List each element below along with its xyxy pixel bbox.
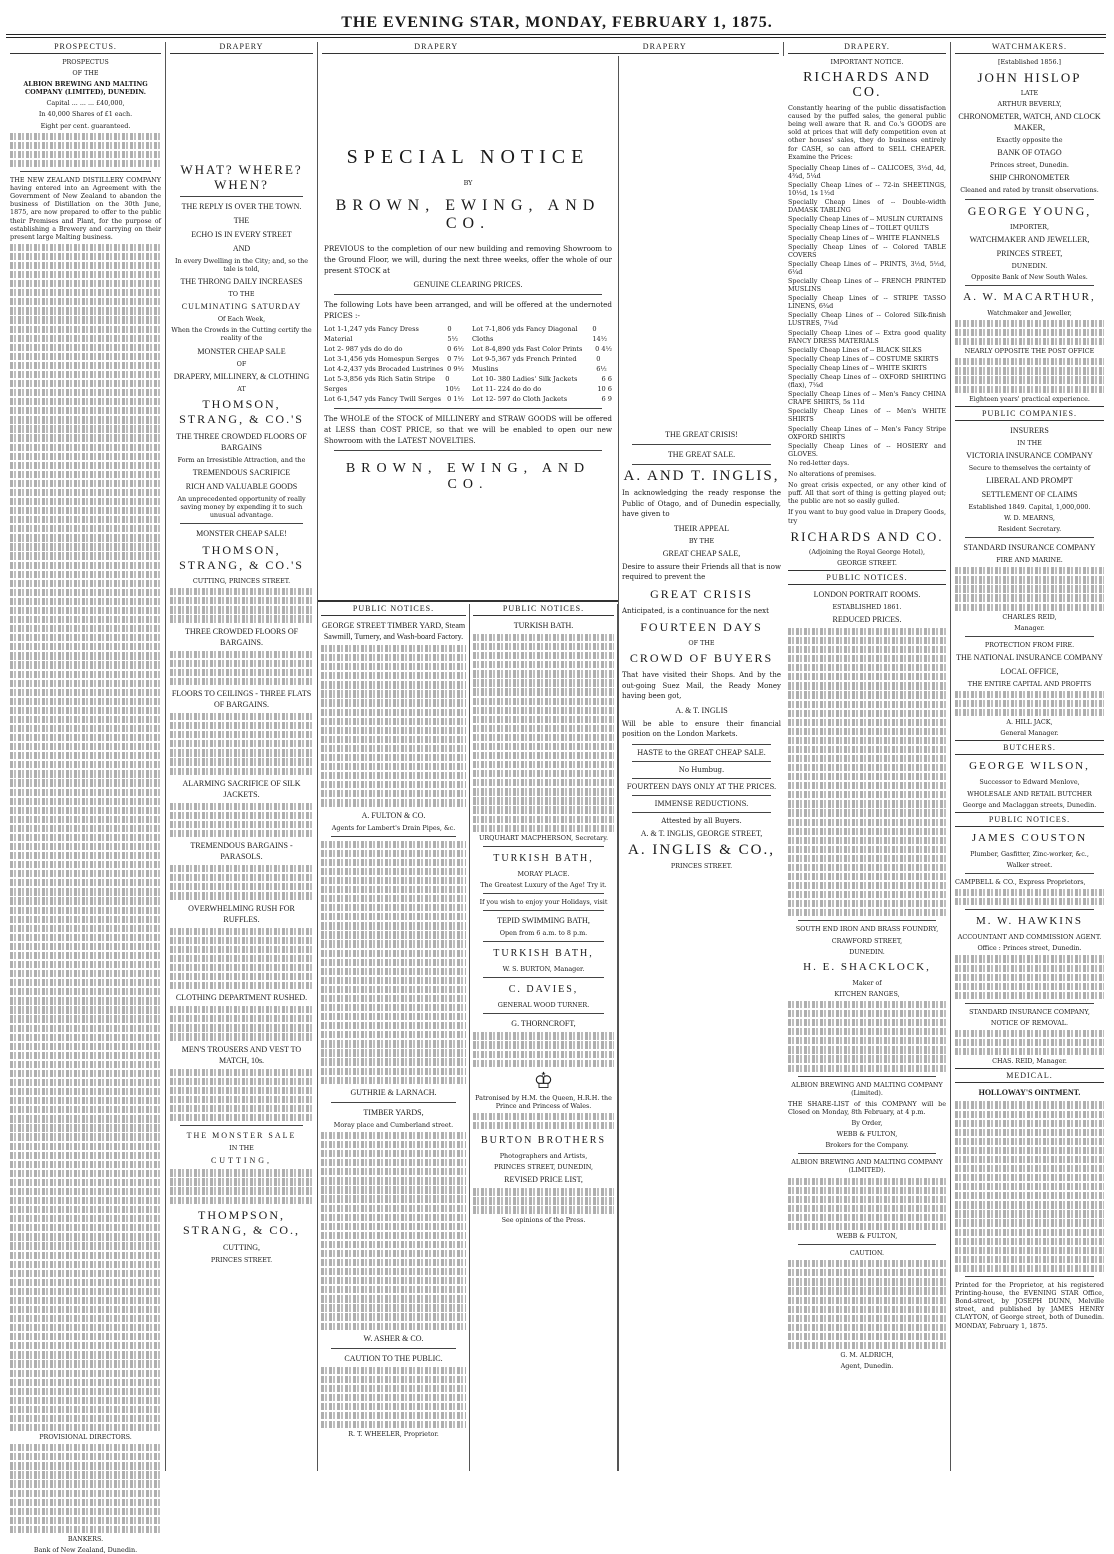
bank-name: Bank of New Zealand, Dunedin. xyxy=(33,1546,138,1554)
lot-description: Lot 2- 987 yds do do do xyxy=(324,345,403,354)
reid-manager: Manager. xyxy=(1014,623,1045,632)
crawford: CRAWFORD STREET, xyxy=(831,936,903,945)
price-list-item: Specially Cheap Lines of -- Double-width DAMASK TABLING xyxy=(788,198,946,215)
columns-brown-ewing xyxy=(318,42,784,1471)
lot-row xyxy=(472,394,612,404)
by-label: BY xyxy=(463,179,473,187)
thorncroft: G. THORNCROFT, xyxy=(511,1019,576,1029)
great-crisis: GREAT CRISIS xyxy=(650,586,753,601)
throng: THE THRONG DAILY INCREASES xyxy=(180,277,303,287)
inglis-column xyxy=(618,56,784,1471)
removal: NOTICE OF REMOVAL. xyxy=(990,1019,1069,1028)
great-cheap-sale: GREAT CHEAP SALE, xyxy=(662,548,741,558)
price-list-item: Specially Cheap Lines of -- 72-in SHEETINGS, 10½d, 1s 1½d xyxy=(788,180,946,198)
inglis-thanks: In acknowledging the ready response the Public of Otago, and of Dunedin especially, have given to xyxy=(622,489,781,518)
lot-description: Lot 6-1,547 yds Fancy Twill Serges xyxy=(324,395,442,404)
inglis-george: A. & T. INGLIS, GEORGE STREET, xyxy=(640,829,763,839)
eighteen-years: Eighteen years' practical experience. xyxy=(969,394,1090,403)
burton-manager: W. S. BURTON, Manager. xyxy=(502,965,585,974)
fourteen-only: FOURTEEN DAYS ONLY AT THE PRICES. xyxy=(626,782,777,791)
printer-imprint: Printed for the Proprietor, at his registered Printing-house, the EVENING STAR Office, Bond-street, by JOSEPH DUNN, Melville street, and published by JAMES HENRY CLAYTON, of George street, both of Dunedin. MONDAY, February 1, 1875. xyxy=(955,1281,1104,1330)
lot-description: Lot 11- 224 do do do xyxy=(472,385,542,394)
lot-price: 10 6 xyxy=(597,385,612,394)
nearly-opposite: NEARLY OPPOSITE THE POST OFFICE xyxy=(964,347,1095,356)
prospectus-title: PROSPECTUS xyxy=(62,58,109,66)
lot-price: 0 6½ xyxy=(447,345,464,354)
inglis-desire: Desire to assure their Friends all that is now required to prevent the xyxy=(622,562,781,582)
established-1861: ESTABLISHED 1861. xyxy=(832,602,902,611)
macarthur: A. W. MACARTHUR, xyxy=(963,290,1096,303)
hawkins-office: Office : Princes street, Dunedin. xyxy=(977,944,1082,953)
public-notices-heading: PUBLIC NOTICES. xyxy=(321,604,466,616)
company-name: ALBION BREWING AND MALTING COMPANY (LIMITED), DUNEDIN. xyxy=(23,80,148,97)
liberal: LIBERAL AND PROMPT xyxy=(986,475,1073,485)
entire-capital: THE ENTIRE CAPITAL AND PROFITS xyxy=(967,679,1092,688)
masthead-rule-2 xyxy=(6,37,1106,38)
price-list-item: Specially Cheap Lines of -- FRENCH PRINTED MUSLINS xyxy=(788,276,946,294)
lots-right xyxy=(472,324,612,404)
humbug: No Humbug. xyxy=(678,765,725,774)
monster-cheap-sale: MONSTER CHEAP SALE xyxy=(197,346,286,356)
aldrich: G. M. ALDRICH, xyxy=(840,1350,894,1359)
to-the: TO THE xyxy=(228,290,255,299)
previous-text: PREVIOUS to the completion of our new building and removing Showroom to the Ground Floor, we will, during the next three weeks, offer the whole of our present STOCK at xyxy=(324,244,612,276)
attraction: Form an Irresistible Attraction, and the xyxy=(177,455,306,464)
lot-description: Lot 1-1,247 yds Fancy Dress Material xyxy=(324,325,419,344)
price-list-item: Specially Cheap Lines of -- CALICOES, 3½d, 4d, 4¾d, 5¼d xyxy=(788,163,946,180)
lot-description: Lot 10- 380 Ladies' Silk Jackets xyxy=(472,375,578,384)
lot-row xyxy=(324,344,464,354)
of-the-2: OF THE xyxy=(688,639,715,648)
masthead: THE EVENING STAR, MONDAY, FEBRUARY 1, 1875. xyxy=(341,14,773,31)
cutting: CUTTING, PRINCES STREET. xyxy=(192,577,291,586)
local-office: LOCAL OFFICE, xyxy=(1000,666,1059,676)
price-list-item: Specially Cheap Lines of -- Men's Fancy Stripe OXFORD SHIRTS xyxy=(788,424,946,441)
at-label: AT xyxy=(237,384,246,393)
insurers: INSURERS xyxy=(1010,425,1049,435)
lot-row xyxy=(472,344,612,354)
lot-description: Lot 3-1,456 yds Homespun Serges xyxy=(324,355,440,364)
lot-price: 6 9 xyxy=(601,395,612,404)
lot-row xyxy=(324,394,464,404)
drapery-line: DRAPERY, MILLINERY, & CLOTHING xyxy=(173,371,310,381)
george-young: GEORGE YOUNG, xyxy=(967,203,1092,218)
george-wilson: GEORGE WILSON, xyxy=(969,760,1090,773)
chronometer-maker: CHRONOMETER, WATCH, AND CLOCK MAKER, xyxy=(958,112,1101,133)
adjoining: (Adjoining the Royal George Hotel), xyxy=(808,547,926,556)
couston-sub: Plumber, Gasfitter, Zinc-worker, &c., xyxy=(970,849,1089,858)
maker-of: Maker of xyxy=(852,978,882,987)
revised-price: REVISED PRICE LIST, xyxy=(504,1175,583,1185)
crowds: When the Crowds in the Cutting certify the reality of the xyxy=(171,326,312,343)
lot-price: 0 5½ xyxy=(447,325,458,344)
lot-description: Lot 12- 597 do Cloth Jackets xyxy=(472,395,568,404)
public-notices-heading-2: PUBLIC NOTICES. xyxy=(473,604,614,616)
their-appeal: THEIR APPEAL xyxy=(673,523,730,533)
medical-heading: MEDICAL. xyxy=(955,1068,1104,1083)
accountant: ACCOUNTANT AND COMMISSION AGENT. xyxy=(957,933,1102,942)
lot-row xyxy=(472,354,612,374)
lots-table xyxy=(324,324,612,404)
price-list-item: Specially Cheap Lines of -- COSTUME SKIRTS xyxy=(788,354,939,363)
hislop-princes: Princes street, Dunedin. xyxy=(990,161,1069,170)
shares: In 40,000 Shares of £1 each. xyxy=(38,110,133,119)
national-ins: THE NATIONAL INSURANCE COMPANY xyxy=(956,652,1103,662)
price-list-item: Specially Cheap Lines of -- Extra good quality FANCY DRESS MATERIALS xyxy=(788,328,946,345)
fulton: A. FULTON & CO. xyxy=(361,810,426,820)
brokers: Brokers for the Company. xyxy=(825,1141,909,1150)
young-princes: PRINCES STREET, xyxy=(996,248,1063,258)
fire-marine: FIRE AND MARINE. xyxy=(996,556,1063,565)
resident-sec: Resident Secretary. xyxy=(997,525,1062,534)
reid-2: CHAS. REID, Manager. xyxy=(992,1057,1067,1066)
timber-yards: TIMBER YARDS, xyxy=(363,1107,424,1117)
of-label: OF xyxy=(236,359,247,368)
lot-row xyxy=(324,354,464,364)
price-list-item: Specially Cheap Lines of -- Colored Silk-finish LUSTRES, 7¼d xyxy=(788,311,946,328)
lot-description: Lot 8-4,890 yds Fast Color Prints xyxy=(472,345,583,354)
column-watchmakers xyxy=(951,42,1108,1471)
haste: HASTE to the GREAT CHEAP SALE. xyxy=(637,748,766,757)
turkish-bath-2: TURKISH BATH, xyxy=(493,948,594,960)
culminating: CULMINATING SATURDAY xyxy=(181,302,302,312)
settlement: SETTLEMENT OF CLAIMS xyxy=(981,489,1078,499)
walker: Walker street. xyxy=(1006,860,1053,869)
charles-reid: CHARLES REID, xyxy=(1002,612,1057,621)
price-list-item: Specially Cheap Lines of -- PRINTS, 3½d, 5½d, 6¼d xyxy=(788,259,946,276)
lot-price: 0 1½ xyxy=(447,395,464,404)
richards-name: RICHARDS AND CO. xyxy=(803,70,931,101)
prospectus-intro: THE NEW ZEALAND DISTILLERY COMPANY having entered into an Agreement with the Government of New Zealand to abandon the business of Distillation on the 30th June, 1875, are now prepared to offer to the public their Premises and Plant, for the purpose of establishing a Brewery and carrying on their present large Malting business. xyxy=(10,176,161,241)
crowd-buyers: CROWD OF BUYERS xyxy=(629,651,774,666)
column-richards xyxy=(784,42,951,1471)
secure: Secure to themselves the certainty of xyxy=(968,463,1091,472)
masthead-rule xyxy=(6,34,1106,35)
lot-description: Lot 5-3,856 yds Rich Satin Stripe Serges xyxy=(324,375,436,394)
of-each-week: Of Each Week, xyxy=(217,315,266,324)
if-you-want: If you want to buy good value in Drapery Goods, try xyxy=(788,508,946,525)
column-prospectus xyxy=(6,42,166,1554)
lot-row xyxy=(472,374,612,384)
share-list: THE SHARE-LIST of this COMPANY will be Closed on Monday, 8th February, at 4 p.m. xyxy=(788,1099,946,1116)
tepid-bath: TEPID SWIMMING BATH, xyxy=(497,916,590,926)
open-hours: Open from 6 a.m. to 8 p.m. xyxy=(499,929,588,938)
patronised: Patronised by H.M. the Queen, H.R.H. the Prince and Princess of Wales. xyxy=(475,1093,612,1110)
london-markets: Will be able to ensure their financial position on the London Markets. xyxy=(622,719,781,739)
burton-brothers: BURTON BROTHERS xyxy=(480,1135,607,1147)
lot-description: Lot 7-1,806 yds Fancy Diagonal Cloths xyxy=(472,325,578,344)
reply: THE REPLY IS OVER THE TOWN. xyxy=(181,202,302,211)
cutting-3: CUTTING, xyxy=(222,1242,261,1252)
thomson-strang: THOMSON, STRANG, & CO.'S xyxy=(179,396,304,426)
turkish-column xyxy=(470,604,618,1471)
no-alterations: No alterations of premises. xyxy=(788,470,877,479)
price-list-item: Specially Cheap Lines of -- Men's Fancy CHINA CRAPE SHIRTS, 5s 11d xyxy=(788,390,946,407)
ruffles: OVERWHELMING RUSH FOR RUFFLES. xyxy=(188,903,295,924)
cleaned-rated: Cleaned and rated by transit observations. xyxy=(960,186,1099,195)
late: LATE xyxy=(1020,89,1039,98)
directors-heading: PROVISIONAL DIRECTORS. xyxy=(39,1433,132,1442)
attested: Attested by all Buyers. xyxy=(661,817,742,826)
kitchen-ranges: KITCHEN RANGES, xyxy=(834,989,900,998)
price-list-item: Specially Cheap Lines of -- Men's WHITE SHIRTS xyxy=(788,407,946,424)
london-portrait: LONDON PORTRAIT ROOMS. xyxy=(813,589,921,599)
great-sale: THE GREAT SALE. xyxy=(667,450,736,459)
turkish-head: TURKISH BATH. xyxy=(513,621,574,630)
webb-fulton-2: WEBB & FULTON, xyxy=(836,1232,898,1240)
and-label: AND xyxy=(232,244,251,253)
cutting-2: CUTTING, xyxy=(210,1156,273,1166)
what-headline: WHAT? WHERE? WHEN? xyxy=(180,162,303,192)
column-heading: DRAPERY xyxy=(551,42,780,54)
wilson-streets: George and Maclaggan streets, Dunedin. xyxy=(962,800,1097,809)
guarantee: Eight per cent. guaranteed. xyxy=(40,121,131,130)
lots-intro: The following Lots have been arranged, and will be offered at the undernoted PRICES :- xyxy=(324,300,612,321)
lot-price: 0 7½ xyxy=(447,355,464,364)
arthur-beverly: ARTHUR BEVERLY, xyxy=(997,100,1062,109)
column-heading: DRAPERY. xyxy=(788,42,946,54)
capital: Capital ... ... ... £40,000, xyxy=(46,99,125,108)
price-list-item: Specially Cheap Lines of -- Colored TABLE COVERS xyxy=(788,242,946,259)
opp-nsw: Opposite Bank of New South Wales. xyxy=(971,272,1088,281)
lot-price: 0 9½ xyxy=(447,365,464,374)
timber-head: GEORGE STREET TIMBER YARD, Steam Sawmill, Turnery, and Wash-board Factory. xyxy=(321,621,466,641)
column-heading: PROSPECTUS. xyxy=(10,42,161,54)
lot-row xyxy=(324,324,464,344)
by-the: BY THE xyxy=(688,536,715,545)
est-1849: Established 1849. Capital, 1,000,000. xyxy=(968,502,1091,511)
lot-price: 0 4½ xyxy=(595,345,612,354)
webb-fulton: WEBB & FULTON, xyxy=(836,1130,898,1139)
inglis-name-2: A. INGLIS & CO., xyxy=(628,842,775,859)
great-crisis-headline: THE GREAT CRISIS! xyxy=(665,430,738,439)
price-list-item: Specially Cheap Lines of -- BLACK SILKS xyxy=(788,345,922,354)
three-floors: THE THREE CROWDED FLOORS OF BARGAINS xyxy=(176,431,307,452)
established-1856: [Established 1856.] xyxy=(997,58,1062,66)
in-the: IN THE xyxy=(229,1144,254,1153)
watchmaker-jeweller: WATCHMAKER AND JEWELLER, xyxy=(969,234,1090,244)
brown-ewing-ad xyxy=(318,56,618,586)
continuance: Anticipated, is a continuance for the next xyxy=(622,606,769,615)
at-inglis: A. & T. INGLIS xyxy=(675,705,728,715)
lot-row xyxy=(472,384,612,394)
asher: W. ASHER & CO. xyxy=(363,1333,424,1343)
gm: General Manager. xyxy=(1000,729,1059,738)
trousers: MEN'S TROUSERS AND VEST TO MATCH, 10s. xyxy=(181,1044,302,1065)
burton-princes: PRINCES STREET, DUNEDIN, xyxy=(494,1163,593,1172)
the-label: THE xyxy=(233,216,250,225)
dwelling: In every Dwelling in the City; and, so the tale is told, xyxy=(175,257,308,274)
standard-ins-2: STANDARD INSURANCE COMPANY, xyxy=(969,1007,1090,1016)
monster-sale-2: THE MONSTER SALE xyxy=(186,1131,297,1141)
richards-body: Constantly hearing of the public dissatisfaction caused by the puffed sales, the general public being well aware that R. and Co.'s GOODS are sold at prices that will defy competition even at other houses' sales, they do business entirely for CASH, so can afford to SELL CHEAPER. Examine the Prices: xyxy=(788,104,946,161)
victoria: VICTORIA INSURANCE COMPANY xyxy=(966,450,1093,460)
brown-ewing-name-2: BROWN, EWING, AND CO. xyxy=(345,461,591,493)
bankers-heading: BANKERS. xyxy=(67,1534,104,1543)
lot-row xyxy=(324,364,464,374)
public-notices-heading-3: PUBLIC NOTICES. xyxy=(788,570,946,585)
important-notice: IMPORTANT NOTICE. xyxy=(830,58,904,66)
bargains: THREE CROWDED FLOORS OF BARGAINS. xyxy=(184,626,299,647)
albion-head: ALBION BREWING AND MALTING COMPANY (Limited). xyxy=(791,1080,943,1097)
hill-jack: A. HILL JACK, xyxy=(1006,718,1053,727)
protection-fire: PROTECTION FROM FIRE. xyxy=(984,640,1075,649)
butchers-heading: BUTCHERS. xyxy=(955,740,1104,755)
standard-ins: STANDARD INSURANCE COMPANY xyxy=(963,543,1096,553)
princes-street: PRINCES STREET. xyxy=(210,1255,273,1264)
davies-sub: GENERAL WOOD TURNER. xyxy=(497,1001,590,1010)
exactly-opposite: Exactly opposite the xyxy=(996,136,1063,145)
photographers: Photographers and Artists, xyxy=(499,1152,588,1161)
jackets: ALARMING SACRIFICE OF SILK JACKETS. xyxy=(182,778,301,799)
fourteen-days: FOURTEEN DAYS xyxy=(640,620,763,635)
public-notices-heading-4: PUBLIC NOTICES. xyxy=(955,812,1104,827)
urquhart: URQUHART MACPHERSON, Secretary. xyxy=(478,833,609,842)
holloway: HOLLOWAY'S OINTMENT. xyxy=(978,1088,1081,1098)
visited: That have visited their Shops. And by the out-going Suez Mail, the Ready Money having been got, xyxy=(622,671,781,701)
monster-sale: MONSTER CHEAP SALE! xyxy=(196,529,287,539)
timber-moray: Moray place and Cumberland street. xyxy=(333,1120,454,1129)
sacrifice: TREMENDOUS SACRIFICE xyxy=(192,467,291,477)
whole-stock: The WHOLE of the STOCK of MILLINERY and STRAW GOODS will be offered at LESS than COST PRICE, so that we will be enabled to open our new Showroom with the LATEST NOVELTIES. xyxy=(324,414,612,446)
hislop: JOHN HISLOP xyxy=(977,70,1082,86)
foundry-dunedin: DUNEDIN. xyxy=(849,947,885,956)
echo: ECHO IS IN EVERY STREET xyxy=(191,230,292,239)
mearns: W. D. MEARNS, xyxy=(1004,513,1055,522)
richards-price-list xyxy=(788,164,946,458)
ship-chronometer: SHIP CHRONOMETER xyxy=(989,173,1070,183)
lot-description: Lot 9-5,367 yds French Printed Muslins xyxy=(472,355,577,374)
of-the: OF THE xyxy=(72,69,99,78)
price-list-item: Specially Cheap Lines of -- WHITE SKIRTS xyxy=(788,363,927,372)
lot-row xyxy=(324,374,464,394)
opinions: See opinions of the Press. xyxy=(501,1215,586,1224)
successor: Successor to Edward Menlove, xyxy=(979,778,1080,787)
price-list-item: Specially Cheap Lines of -- STRIPE TASSO LINENS, 6¾d xyxy=(788,294,946,311)
albion-head-2: ALBION BREWING AND MALTING COMPANY (LIMITED). xyxy=(791,1158,943,1175)
price-list-item: Specially Cheap Lines of -- WHITE FLANNELS xyxy=(788,233,940,242)
public-companies-heading: PUBLIC COMPANIES. xyxy=(955,406,1104,421)
south-end: SOUTH END IRON AND BRASS FOUNDRY, xyxy=(795,925,939,934)
reduced-prices: REDUCED PRICES. xyxy=(832,614,902,624)
wheeler: R. T. WHEELER, Proprietor. xyxy=(348,1430,439,1439)
luxury: The Greatest Luxury of the Age! Try it. xyxy=(480,880,607,889)
column-heading: WATCHMAKERS. xyxy=(955,42,1104,54)
bank-otago: BANK OF OTAGO xyxy=(997,148,1062,158)
shacklock: H. E. SHACKLOCK, xyxy=(803,960,931,973)
wholesale: WHOLESALE AND RETAIL BUTCHER xyxy=(967,789,1092,798)
clearing-prices: GENUINE CLEARING PRICES. xyxy=(413,280,523,290)
price-list-item: Specially Cheap Lines of -- HOSIERY and GLOVES. xyxy=(788,441,946,458)
macarthur-sub: Watchmaker and Jeweller, xyxy=(987,308,1072,317)
column-drapery-thomson xyxy=(166,42,318,1471)
inglis-princes: PRINCES STREET. xyxy=(670,862,733,871)
agents: Agents for Lambert's Drain Pipes, &c. xyxy=(331,823,456,832)
lot-row xyxy=(472,324,612,344)
holidays: If you wish to enjoy your Holidays, visit xyxy=(479,898,608,906)
by-order: By Order, xyxy=(851,1119,883,1128)
clothing: CLOTHING DEPARTMENT RUSHED. xyxy=(175,993,308,1003)
young-dunedin: DUNEDIN. xyxy=(1011,261,1048,270)
lot-price: 0 6½ xyxy=(596,355,607,374)
no-crisis: No great crisis expected, or any other kind of puff. All that sort of thing is getting played out; the public are not so easily gulled. xyxy=(788,481,946,506)
inglis-name: A. AND T. INGLIS, xyxy=(623,468,780,484)
guthrie: GUTHRIE & LARNACH. xyxy=(350,1087,437,1097)
timber-column xyxy=(318,604,470,1471)
richards-george: GEORGE STREET. xyxy=(837,558,897,567)
campbell: CAMPBELL & CO., Express Proprietors, xyxy=(955,877,1086,886)
reductions: IMMENSE REDUCTIONS. xyxy=(654,799,749,808)
special-notice: SPECIAL NOTICE xyxy=(346,146,590,168)
rich-goods: RICH AND VALUABLE GOODS xyxy=(185,481,298,491)
royal-crest-icon: ♔ xyxy=(533,1068,554,1094)
caution: CAUTION. xyxy=(849,1249,885,1258)
price-list-item: Specially Cheap Lines of -- MUSLIN CURTAINS xyxy=(788,215,943,224)
column-heading: DRAPERY xyxy=(322,42,551,54)
aldrich-agent: Agent, Dunedin. xyxy=(840,1362,894,1371)
lot-price: 0 10½ xyxy=(445,375,461,394)
column-heading: DRAPERY xyxy=(170,42,313,54)
importer: IMPORTER, xyxy=(1009,222,1050,231)
floors: FLOORS TO CEILINGS - THREE FLATS OF BARGAINS. xyxy=(171,689,312,710)
turkish-moray: MORAY PLACE. xyxy=(517,869,570,878)
turkish-bath: TURKISH BATH, xyxy=(493,852,594,864)
opportunity: An unprecedented opportunity of really saving money by expending it to such unusual advantage. xyxy=(177,494,306,520)
price-list-item: Specially Cheap Lines of -- TOILET QUILTS xyxy=(788,224,929,233)
thomson-strang-2: THOMSON, STRANG, & CO.'S xyxy=(179,543,304,573)
richards-name-2: RICHARDS AND CO. xyxy=(790,528,944,544)
hawkins: M. W. HAWKINS xyxy=(975,915,1083,928)
couston: JAMES COUSTON xyxy=(971,831,1088,844)
price-list-item: Specially Cheap Lines of -- OXFORD SHIRTING (flax), 7¼d xyxy=(788,373,946,390)
caution-public: CAUTION TO THE PUBLIC. xyxy=(344,1353,443,1363)
lots-left xyxy=(324,324,464,404)
lot-price: 0 14½ xyxy=(592,325,608,344)
parasols: TREMENDOUS BARGAINS - PARASOLS. xyxy=(190,841,293,862)
lot-description: Lot 4-2,437 yds Brocaded Lustrines xyxy=(324,365,444,374)
thomson-strang-3: THOMPSON, STRANG, & CO., xyxy=(182,1207,300,1237)
in-the-2: IN THE xyxy=(1017,438,1042,447)
davies: C. DAVIES, xyxy=(508,984,579,996)
brown-ewing-name: BROWN, EWING, AND CO. xyxy=(335,197,601,233)
lot-price: 6 6 xyxy=(601,375,612,384)
no-red-letter: No red-letter days. xyxy=(788,458,850,467)
